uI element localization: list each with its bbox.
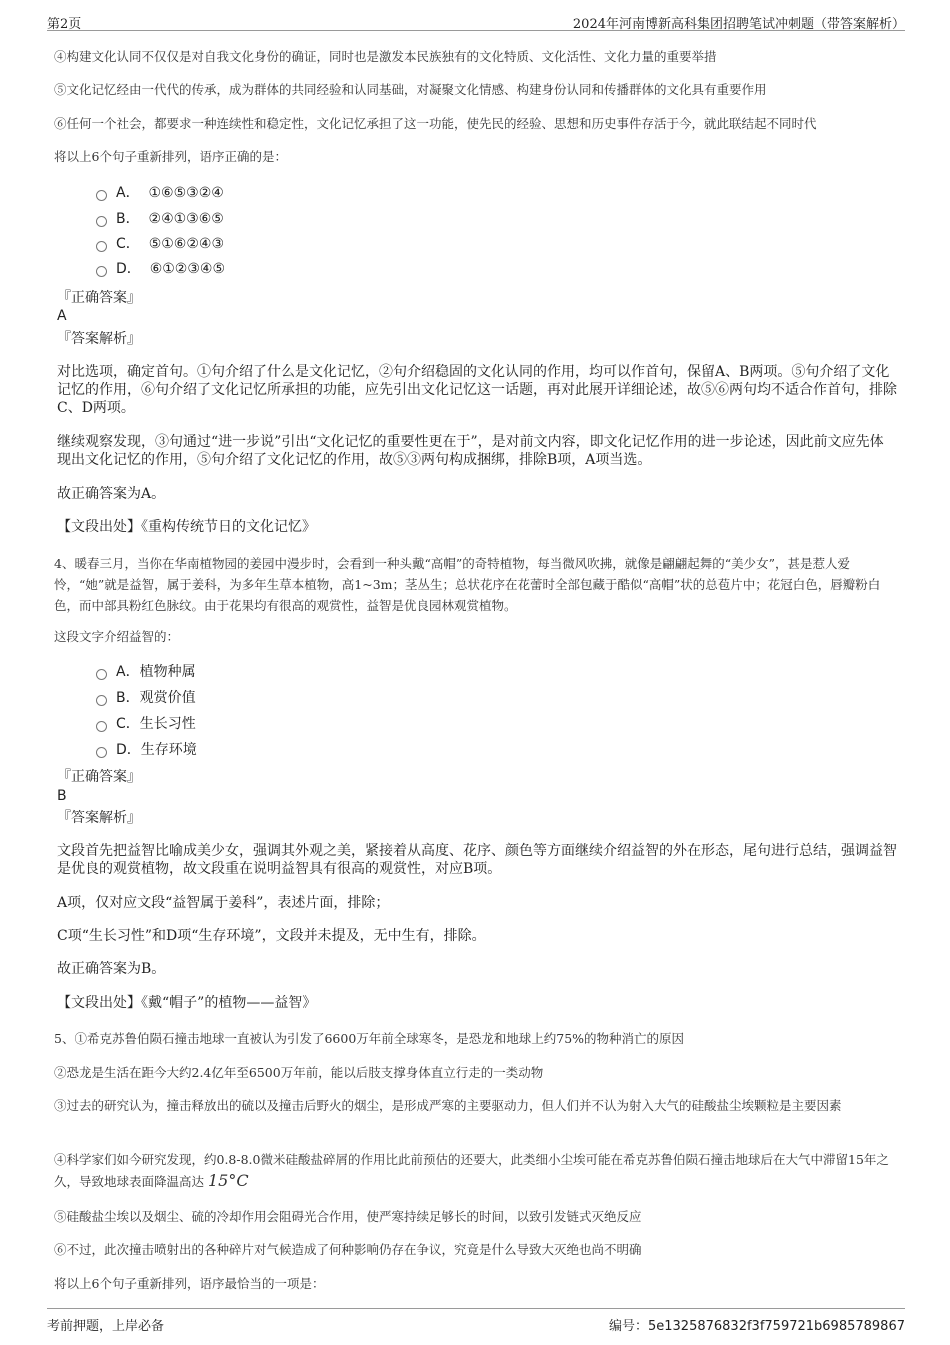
radio-icon[interactable] — [96, 266, 107, 277]
q5-sentence-4-text: ④科学家们如今研究发现，约0.8-8.0微米硅酸盐碎屑的作用比此前预估的还要大，此类细小尘埃可能在希克苏鲁伯陨石撞击地球后在大气中滞留15年之久，导致地球表面降温高达 — [54, 1152, 889, 1189]
radio-icon[interactable] — [96, 669, 107, 680]
q4-stem: 4、暖春三月，当你在华南植物园的姜园中漫步时，会看到一种头戴“高帽”的奇特植物，每当微风吹拂，就像是翩翩起舞的“美少女”，甚是惹人爱怜，“她”就是益智，属于姜科，为多年生草本植物，高1~3m；茎丛生；总状花序在花蕾时全部包藏于酷似“高帽”状的总苞片中；花冠白色，唇瓣粉白色，而中部具粉红色脉纹。由于花果均有很高的观赏性，益智是优良园林观赏植物。 — [54, 556, 881, 613]
q5-sentence-1: 5、①希克苏鲁伯陨石撞击地球一直被认为引发了6600万年前全球寒冬，是恐龙和地球上约75%的物种消亡的原因 — [54, 1031, 685, 1046]
radio-icon[interactable] — [96, 190, 107, 201]
radio-icon[interactable] — [96, 747, 107, 758]
q3-option-b[interactable]: B． ②④①③⑥⑤ — [96, 209, 224, 229]
q4-option-c[interactable]: C．生长习性 — [96, 714, 196, 734]
q4-analysis-p2: A项，仅对应文段“益智属于姜科”，表述片面，排除； — [57, 895, 390, 911]
q5-sentence-3: ③过去的研究认为，撞击释放出的硫以及撞击后野火的烟尘，是形成严寒的主要驱动力，但人们并不认为射入大气的硅酸盐尘埃颗粒是主要因素 — [54, 1098, 842, 1113]
source-label: 【文段出处】 — [57, 519, 141, 535]
q3-sentence-6: ⑥任何一个社会，都要求一种连续性和稳定性，文化记忆承担了这一功能，使先民的经验、思想和历史事件存活于今，就此联结起不同时代 — [54, 116, 817, 131]
footer-slogan: 考前押题，上岸必备 — [47, 1319, 165, 1334]
q3-answer-label: 『正确答案』 — [57, 290, 141, 306]
q3-option-c[interactable]: C． ⑤①⑥②④③ — [96, 234, 224, 254]
source-title: 《重构传统节日的文化记忆》 — [141, 519, 316, 535]
q4-option-b[interactable]: B．观赏价值 — [96, 688, 196, 708]
q4-source — [57, 994, 897, 1012]
q4-analysis-label: 『答案解析』 — [57, 810, 141, 826]
q4-answer: B — [57, 788, 67, 804]
q3-sentence-4: ④构建文化认同不仅仅是对自我文化身份的确证，同时也是激发本民族独有的文化特质、文化活性、文化力量的重要举措 — [54, 49, 717, 64]
q3-analysis-p2: 继续观察发现，③句通过“进一步说”引出“文化记忆的重要性更在于”，是对前文内容，即文化记忆作用的进一步论述，因此前文应先体现出文化记忆的作用，⑤句介绍了文化记忆的作用，故⑤③两句构成捆绑，排除B项，A项当选。 — [57, 434, 884, 468]
q4-analysis-p3: C项“生长习性”和D项“生存环境”，文段并未提及，无中生有，排除。 — [57, 928, 486, 944]
page-footer — [47, 1308, 905, 1334]
document-title: 2024年河南博新高科集团招聘笔试冲刺题（带答案解析） — [572, 17, 905, 32]
radio-icon[interactable] — [96, 695, 107, 706]
q3-source — [57, 518, 897, 536]
source-label: 【文段出处】 — [57, 995, 141, 1011]
temperature-formula: 15°C — [208, 1171, 249, 1190]
q5-sentence-5: ⑤硅酸盐尘埃以及烟尘、硫的冷却作用会阻碍光合作用，使严寒持续足够长的时间，以致引发链式灭绝反应 — [54, 1209, 642, 1224]
q4-analysis-p1: 文段首先把益智比喻成美少女，强调其外观之美，紧接着从高度、花序、颜色等方面继续介绍益智的外在形态，尾句进行总结，强调益智是优良的观赏植物，故文段重在说明益智具有很高的观赏性，对应B项。 — [57, 843, 897, 877]
page-number: 第2页 — [47, 17, 82, 32]
q4-option-d[interactable]: D．生存环境 — [96, 740, 197, 760]
q3-answer: A — [57, 308, 67, 324]
q3-analysis-p1: 对比选项，确定首句。①句介绍了什么是文化记忆，②句介绍稳固的文化认同的作用，均可以作首句，保留A、B两项。⑤句介绍了文化记忆的作用，⑥句介绍了文化记忆所承担的功能，应先引出文化记忆这一话题，再对此展开详细论述，故⑤⑥两句均不适合作首句，排除C、D两项。 — [57, 364, 897, 416]
q4-answer-label: 『正确答案』 — [57, 769, 141, 785]
q4-analysis-p4: 故正确答案为B。 — [57, 961, 166, 977]
q4-prompt: 这段文字介绍益智的： — [54, 629, 180, 644]
q3-prompt: 将以上6个句子重新排列，语序正确的是： — [54, 149, 287, 164]
radio-icon[interactable] — [96, 216, 107, 227]
source-title: 《戴“帽子”的植物——益智》 — [141, 995, 317, 1011]
q4-option-a[interactable]: A．植物种属 — [96, 662, 196, 682]
q5-sentence-6: ⑥不过，此次撞击喷射出的各种碎片对气候造成了何种影响仍存在争议，究竟是什么导致大灭绝也尚不明确 — [54, 1242, 642, 1257]
q3-option-a[interactable]: A． ①⑥⑤③②④ — [96, 183, 224, 203]
q3-sentence-5: ⑤文化记忆经由一代代的传承，成为群体的共同经验和认同基础，对凝聚文化情感、构建身份认同和传播群体的文化具有重要作用 — [54, 82, 767, 97]
q5-prompt: 将以上6个句子重新排列，语序最恰当的一项是： — [54, 1276, 325, 1291]
radio-icon[interactable] — [96, 241, 107, 252]
q5-sentence-4 — [54, 1149, 894, 1192]
q3-analysis-p3: 故正确答案为A。 — [57, 486, 166, 502]
footer-code-label: 编号： — [608, 1319, 648, 1334]
footer-code-value: 5e1325876832f3f759721b6985789867 — [648, 1319, 905, 1334]
q3-option-d[interactable]: D． ⑥①②③④⑤ — [96, 259, 225, 279]
footer-code — [609, 1315, 905, 1334]
radio-icon[interactable] — [96, 721, 107, 732]
page-header — [47, 8, 905, 31]
q5-sentence-2: ②恐龙是生活在距今大约2.4亿年至6500万年前，能以后肢支撑身体直立行走的一类动物 — [54, 1065, 544, 1080]
q3-analysis-label: 『答案解析』 — [57, 331, 141, 347]
